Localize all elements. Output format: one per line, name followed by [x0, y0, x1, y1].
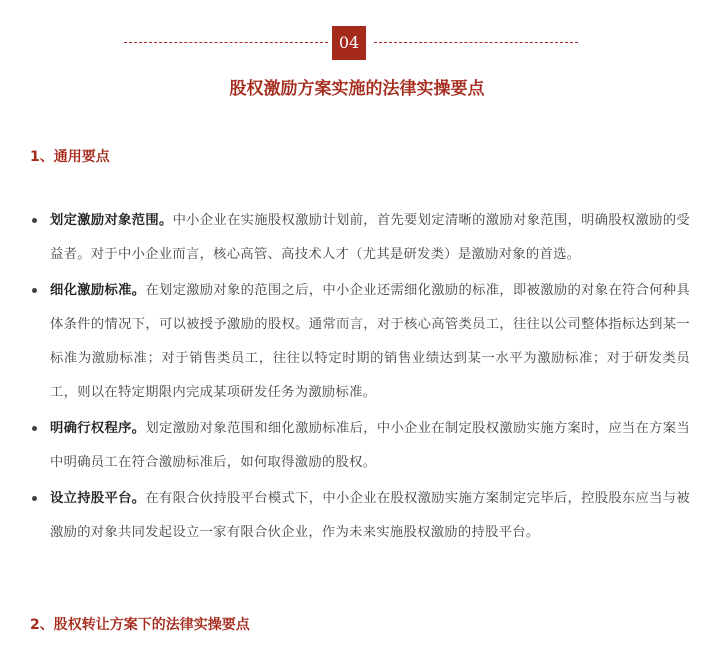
list-item	[30, 412, 690, 480]
list-item	[30, 274, 690, 410]
section-number-badge: 04	[332, 26, 366, 60]
list-item	[30, 482, 690, 550]
list-item-body: 在划定激励对象的范围之后，中小企业还需细化激励的标准，即被激励的对象在符合何种具体条件的情况下，可以被授予激励的股权。通常而言，对于核心高管类员工，往往以公司整体指标达到某一标准为激励标准；对于销售类员工，往往以特定时期的销售业绩达到某一水平为激励标准；对于研发类员工，则以在特定期限内完成某项研发任务为激励标准。	[50, 283, 690, 400]
bullet-list	[30, 204, 690, 552]
dashed-divider-right	[374, 42, 578, 43]
list-item	[30, 204, 690, 272]
list-item-heading: 细化激励标准。	[50, 283, 146, 298]
bullet-dot-icon	[32, 218, 37, 223]
list-item-heading: 明确行权程序。	[50, 421, 146, 436]
list-item-heading: 划定激励对象范围。	[50, 213, 173, 228]
bullet-dot-icon	[32, 496, 37, 501]
subsection-heading-equity-transfer: 2、股权转让方案下的法律实操要点	[30, 617, 250, 633]
section-badge-row	[0, 26, 714, 60]
bullet-dot-icon	[32, 426, 37, 431]
list-item-body: 划定激励对象范围和细化激励标准后，中小企业在制定股权激励实施方案时，应当在方案当中明确员工在符合激励标准后，如何取得激励的股权。	[50, 421, 690, 470]
list-item-body: 中小企业在实施股权激励计划前，首先要划定清晰的激励对象范围，明确股权激励的受益者。对于中小企业而言，核心高管、高技术人才（尤其是研发类）是激励对象的首选。	[50, 213, 690, 262]
list-item-heading: 设立持股平台。	[50, 491, 146, 506]
dashed-divider-left	[124, 42, 328, 43]
subsection-heading-general: 1、通用要点	[30, 149, 110, 165]
article-section-title: 股权激励方案实施的法律实操要点	[229, 79, 485, 99]
list-item-body: 在有限合伙持股平台模式下，中小企业在股权激励实施方案制定完毕后，控股股东应当与被激励的对象共同发起设立一家有限合伙企业，作为未来实施股权激励的持股平台。	[50, 491, 690, 540]
bullet-dot-icon	[32, 288, 37, 293]
